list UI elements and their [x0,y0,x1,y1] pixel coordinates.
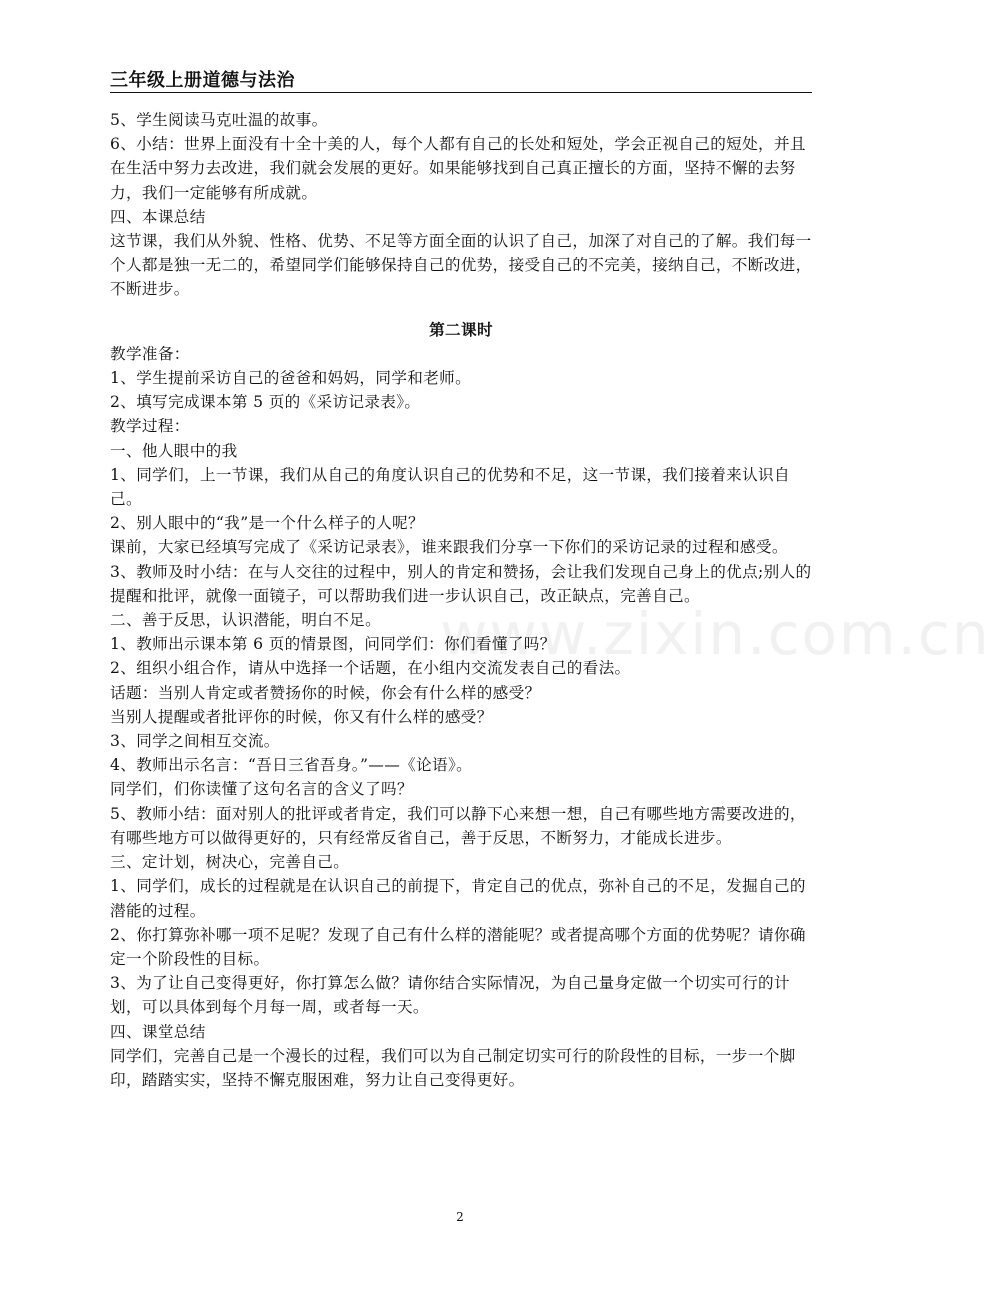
document-body [110,108,812,1092]
page-number: 2 [456,1210,464,1224]
paragraph: 5、教师小结：面对别人的批评或者肯定，我们可以静下心来想一想，自己有哪些地方需要改进的，有哪些地方可以做得更好的，只有经常反省自己，善于反思，不断努力，才能成长进步。 [110,804,806,847]
paragraph: 3、为了让自己变得更好，你打算怎么做？请你结合实际情况，为自己量身定做一个切实可行的计划，可以具体到每个月每一周，或者每一天。 [110,974,790,1017]
header-title: 三年级上册道德与法治 [110,70,295,91]
paragraph: 2、你打算弥补哪一项不足呢？发现了自己有什么样的潜能呢？或者提高哪个方面的优势呢？请你确定一个阶段性的目标。 [110,925,806,968]
paragraph: 6、小结：世界上面没有十全十美的人，每个人都有自己的长处和短处，学会正视自己的短处，并且在生活中努力去改进，我们就会发展的更好。如果能够找到自己真正擅长的方面，坚持不懈的去努力，我们一定能够有所成就。 [110,135,806,202]
paragraph: 1、教师出示课本第 6 页的情景图，问同学们：你们看懂了吗？ [110,635,556,654]
paragraph: 教学过程： [110,417,190,436]
watermark: www.zixin.com.cn [440,600,991,668]
paragraph: 3、教师及时小结：在与人交往的过程中，别人的肯定和赞扬，会让我们发现自己身上的优点;别人的提醒和批评，就像一面镜子，可以帮助我们进一步认识自己，改正缺点，完善自己。 [110,562,812,605]
section-subheading: 三、定计划，树决心，完善自己。 [110,853,350,872]
spacer [110,302,812,318]
paragraph: 2、别人眼中的“我”是一个什么样子的人呢？ [110,514,424,533]
paragraph: 1、同学们，上一节课，我们从自己的角度认识自己的优势和不足，这一节课，我们接着来认识自己。 [110,465,790,509]
paragraph: 4、教师出示名言：“吾日三省吾身。”——《论语》。 [110,756,473,775]
paragraph: 同学们，完善自己是一个漫长的过程，我们可以为自己制定切实可行的阶段性的目标，一步一个脚印，踏踏实实，坚持不懈克服困难，努力让自己变得更好。 [110,1046,796,1089]
section-subheading: 四、课堂总结 [110,1022,206,1041]
paragraph: 教学准备： [110,344,190,363]
paragraph: 2、组织小组合作，请从中选择一个话题，在小组内交流发表自己的看法。 [110,659,631,678]
paragraph: 这节课，我们从外貌、性格、优势、不足等方面全面的认识了自己，加深了对自己的了解。我们每一个人都是独一无二的，希望同学们能够保持自己的优势，接受自己的不完美，接纳自己，不断改进，不断进步。 [110,232,812,299]
section-subheading: 一、他人眼中的我 [110,441,238,460]
section-subheading: 四、本课总结 [110,207,206,226]
paragraph: 当别人提醒或者批评你的时候，你又有什么样的感受？ [110,707,493,726]
section-heading: 第二课时 [429,320,493,339]
section-subheading: 二、善于反思，认识潜能，明白不足。 [110,611,382,630]
paragraph: 5、学生阅读马克吐温的故事。 [110,111,328,129]
paragraph: 课前，大家已经填写完成了《采访记录表》，谁来跟我们分享一下你们的采访记录的过程和感受。 [110,538,788,557]
paragraph: 同学们，们你读懂了这句名言的含义了吗？ [110,780,413,799]
paragraph: 话题：当别人肯定或者赞扬你的时候，你会有什么样的感受？ [110,683,541,702]
paragraph: 1、同学们，成长的过程就是在认识自己的前提下，肯定自己的优点，弥补自己的不足，发掘自己的潜能的过程。 [110,877,806,920]
paragraph: 3、同学之间相互交流。 [110,732,280,751]
paragraph: 1、学生提前采访自己的爸爸和妈妈，同学和老师。 [110,369,472,388]
paragraph: 2、填写完成课本第 5 页的《采访记录表》。 [110,393,421,412]
page-header [110,64,812,93]
